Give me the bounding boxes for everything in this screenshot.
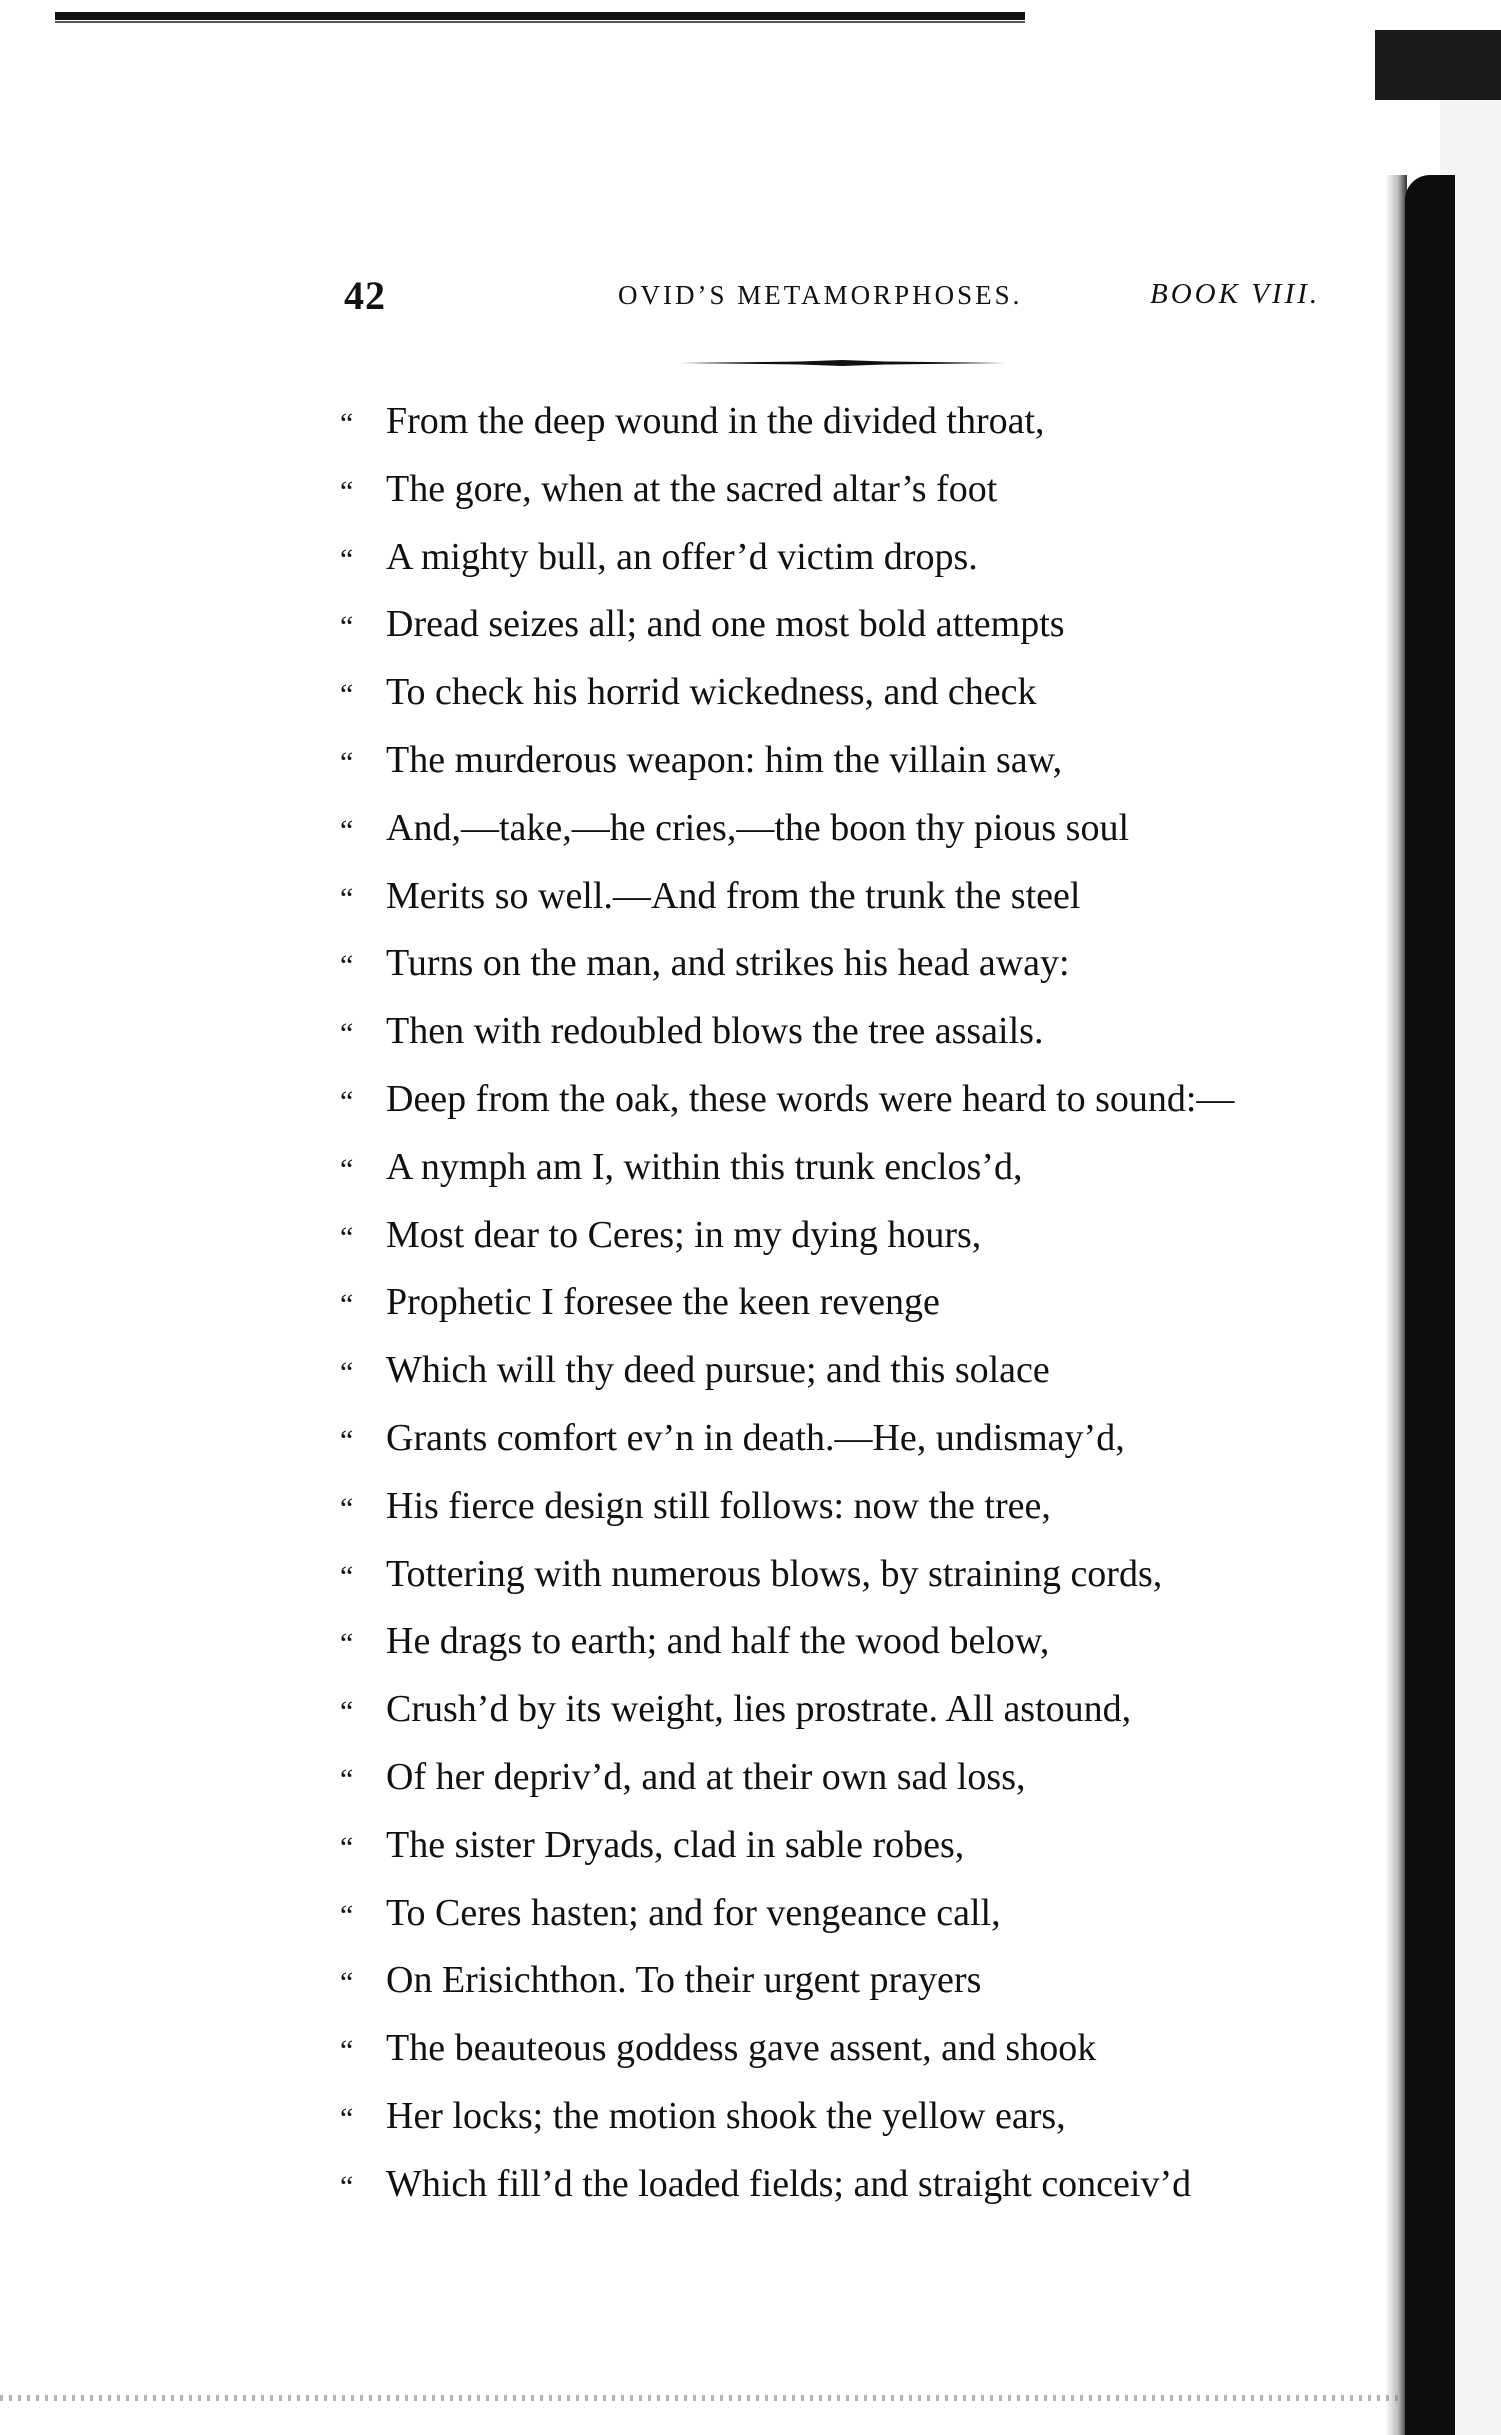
top-border-thin-rule <box>55 21 1025 23</box>
verse-text: Then with redoubled blows the tree assails. <box>386 1010 1044 1053</box>
verse-quote-mark: “ <box>340 2169 354 2203</box>
verse-text: Which fill’d the loaded fields; and straight conceiv’d <box>386 2162 1192 2205</box>
verse-text: Most dear to Ceres; in my dying hours, <box>386 1213 982 1256</box>
verse-text: From the deep wound in the divided throat, <box>386 400 1045 442</box>
verse-quote-mark: “ <box>340 1084 354 1118</box>
running-title: OVID’S METAMORPHOSES. <box>618 280 1023 310</box>
verse-text: To check his horrid wickedness, and check <box>386 671 1037 714</box>
verse-quote-mark: “ <box>340 2101 354 2135</box>
verse-quote-mark: “ <box>340 1830 354 1864</box>
verse-text: A mighty bull, an offer’d victim drops. <box>386 535 978 578</box>
verse-quote-mark: “ <box>340 1220 354 1254</box>
verse-text: A nymph am I, within this trunk enclos’d, <box>386 1145 1023 1188</box>
verse-quote-mark: “ <box>340 1966 354 2000</box>
verse-line <box>340 1812 1380 1880</box>
verse-line <box>340 1880 1380 1948</box>
verse-text: And,—take,—he cries,—the boon thy pious soul <box>386 806 1130 849</box>
top-border-rule <box>55 12 1025 20</box>
verse-quote-mark: “ <box>340 1695 354 1729</box>
verse-text: His fierce design still follows: now the tree, <box>386 1484 1051 1527</box>
verse-quote-mark: “ <box>340 1423 354 1457</box>
verse-text: To Ceres hasten; and for vengeance call, <box>386 1891 1001 1934</box>
verse-quote-mark: “ <box>340 542 354 576</box>
verse-line <box>340 659 1380 727</box>
verse-text: Crush’d by its weight, lies prostrate. All astound, <box>386 1688 1132 1731</box>
verse-quote-mark: “ <box>340 1017 354 1051</box>
verse-text: He drags to earth; and half the wood below, <box>386 1620 1050 1663</box>
verse-quote-mark: “ <box>340 1762 354 1796</box>
verse-text: On Erisichthon. To their urgent prayers <box>386 1959 982 2002</box>
verse-line <box>340 1269 1380 1337</box>
verse-line <box>340 1202 1380 1270</box>
verse-text: Tottering with numerous blows, by straining cords, <box>386 1552 1163 1595</box>
page-number: 42 <box>344 273 386 318</box>
verse-line <box>340 1066 1380 1134</box>
verse-line <box>340 863 1380 931</box>
verse-quote-mark: “ <box>340 1898 354 1932</box>
verse-text: The sister Dryads, clad in sable robes, <box>386 1823 965 1866</box>
verse-quote-mark: “ <box>340 610 354 644</box>
verse-line <box>340 1608 1380 1676</box>
head-ornament-rule <box>680 360 1005 366</box>
verse-quote-mark: “ <box>340 407 354 440</box>
verse-text: Which will thy deed pursue; and this solace <box>386 1349 1050 1392</box>
verse-line <box>340 727 1380 795</box>
verse-line <box>340 1405 1380 1473</box>
verse-text: The murderous weapon: him the villain saw, <box>386 738 1063 781</box>
verse-line <box>340 456 1380 524</box>
verse-quote-mark: “ <box>340 881 354 915</box>
verse-line <box>340 388 1380 456</box>
verse-text: Prophetic I foresee the keen revenge <box>386 1281 940 1324</box>
verse-quote-mark: “ <box>340 745 354 779</box>
verse-quote-mark: “ <box>340 678 354 712</box>
verse-text: Dread seizes all; and one most bold attempts <box>386 603 1065 646</box>
verse-line <box>340 1473 1380 1541</box>
verse-line <box>340 524 1380 592</box>
verse-line <box>340 1676 1380 1744</box>
verse-quote-mark: “ <box>340 474 354 508</box>
verse-line <box>340 2151 1380 2219</box>
scan-edge-shadow <box>1385 175 1407 2435</box>
verse-quote-mark: “ <box>340 813 354 847</box>
scan-edge-binding <box>1405 175 1455 2435</box>
verse-quote-mark: “ <box>340 949 354 983</box>
verse-quote-mark: “ <box>340 1288 354 1322</box>
verse-line <box>340 1134 1380 1202</box>
verse-line <box>340 930 1380 998</box>
verse-line <box>340 1947 1380 2015</box>
poem-body <box>340 388 1380 2219</box>
verse-quote-mark: “ <box>340 1627 354 1661</box>
verse-text: Merits so well.—And from the trunk the steel <box>386 874 1081 917</box>
verse-line <box>340 2015 1380 2083</box>
verse-quote-mark: “ <box>340 2034 354 2068</box>
verse-quote-mark: “ <box>340 1356 354 1390</box>
verse-line <box>340 998 1380 1066</box>
running-head <box>0 270 1501 320</box>
verse-line <box>340 795 1380 863</box>
verse-quote-mark: “ <box>340 1491 354 1525</box>
scan-edge-corner <box>1375 30 1501 100</box>
book-label: BOOK VIII. <box>1150 278 1321 310</box>
verse-quote-mark: “ <box>340 1152 354 1186</box>
verse-line <box>340 591 1380 659</box>
verse-text: The beauteous goddess gave assent, and shook <box>386 2027 1097 2070</box>
verse-line <box>340 1541 1380 1609</box>
verse-quote-mark: “ <box>340 1559 354 1593</box>
verse-text: Deep from the oak, these words were heard to sound:— <box>386 1077 1235 1120</box>
verse-text: The gore, when at the sacred altar’s foot <box>386 467 998 510</box>
verse-line <box>340 2083 1380 2151</box>
verse-line <box>340 1744 1380 1812</box>
bottom-scan-noise <box>0 2395 1400 2401</box>
verse-text: Turns on the man, and strikes his head away: <box>386 942 1070 985</box>
verse-text: Her locks; the motion shook the yellow ears, <box>386 2094 1066 2137</box>
verse-text: Grants comfort ev’n in death.—He, undismay’d, <box>386 1416 1125 1459</box>
verse-line <box>340 1337 1380 1405</box>
verse-text: Of her depriv’d, and at their own sad loss, <box>386 1755 1026 1798</box>
